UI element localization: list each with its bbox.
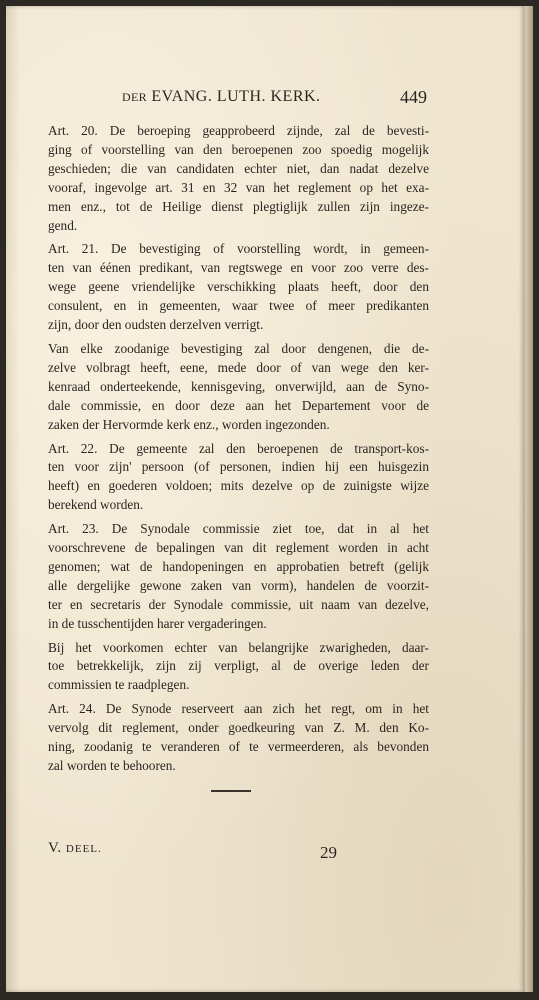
page-number: 449 [400,87,427,107]
text-line: ning, zoodanig te veranderen of te vermeerderen, als bevonden [48,739,429,755]
text-line: ging of voorstelling van den beroepenen zoo spoedig mogelijk [48,141,429,157]
text-line: Art. 23. De Synodale commissie ziet toe, dat in al het [48,521,429,537]
text-line: gend. [48,217,78,233]
paragraph [48,520,429,633]
text-line: men enz., tot de Heilige dienst plegtiglijk zullen zijn ingeze- [48,198,429,214]
text-line: commissien te raadplegen. [48,677,190,693]
paragraph [48,440,429,516]
running-head [122,88,321,106]
signature-part: DEEL. [65,843,102,855]
text-line: Art. 24. De Synode reserveert aan zich het regt, om in het [48,701,429,717]
text-line: consulent, en in gemeenten, waar twee of meer predikanten [48,298,429,314]
signature-volume: V. [48,840,62,856]
text-line: Van elke zoodanige bevestiging zal door dengenen, die de- [48,340,429,356]
text-line: zelve volbragt heeft, eene, mede door of van wege den ker- [48,359,429,375]
running-head-main: EVANG. LUTH. KERK. [151,88,321,105]
body-text [48,122,429,781]
text-line: berekend worden. [48,497,144,513]
text-line: kenraad onderteekende, kennisgeving, onverwijld, aan de Syno- [48,378,429,394]
sheet-number: 29 [320,843,337,862]
text-line: voorschrevene de bepalingen van dit reglement worden in acht [48,540,429,556]
text-line: zal worden te behooren. [48,758,176,773]
text-line: zaken der Hervormde kerk enz., worden ingezonden. [48,416,330,432]
text-line: vervolg dit reglement, onder goedkeuring van Z. M. den Ko- [48,720,429,736]
paragraph [48,122,429,235]
text-line: Art. 21. De bevestiging of voorstelling wordt, in gemeen- [48,241,429,257]
text-line: alle dergelijke gewone zaken van vorm), handelen de voorzit- [48,577,429,593]
text-line: dale commissie, en door deze aan het Departement voor de [48,397,429,413]
text-line: Art. 22. De gemeente zal den beroepenen de transport-kos- [48,440,429,456]
text-line: Art. 20. De beroeping geapprobeerd zijnde, zal de bevesti- [48,123,429,138]
closing-rule [211,790,251,792]
text-line: toe betrekkelijk, zijn zij verpligt, al de overige leden der [48,658,429,674]
text-line: genomen; wat de handopeningen en approbatien betreft (gelijk [48,558,429,574]
paragraph [48,700,429,776]
page-header [0,88,539,112]
text-line: geschieden; die van candidaten echter niet, dan nadat dezelve [48,160,429,176]
text-line: ten voor zijn' persoon (of personen, indien hij een huisgezin [48,459,429,475]
text-line: zijn, door den oudsten derzelven verrigt. [48,317,264,333]
text-line: in de tusschentijden harer vergaderingen. [48,615,267,631]
text-line: ten van éénen predikant, van regtswege en voor zoo verre des- [48,260,429,276]
running-head-prefix: DER [122,90,147,104]
paragraph [48,240,429,335]
text-line: vooraf, ingevolge art. 31 en 32 van het reglement op het exa- [48,179,429,195]
text-line: ter en secretaris der Synodale commissie, uit naam van dezelve, [48,596,429,612]
text-line: Bij het voorkomen echter van belangrijke zwarigheden, daar- [48,639,429,655]
page-edge [525,6,533,992]
signature-mark [48,840,102,857]
paragraph [48,340,429,435]
paragraph [48,639,429,696]
text-line: heeft) en goederen voldoen; mits dezelve op de zuinigste wijze [48,478,429,494]
text-line: wege geene vriendelijke verschikking plaats heeft, door den [48,279,429,295]
